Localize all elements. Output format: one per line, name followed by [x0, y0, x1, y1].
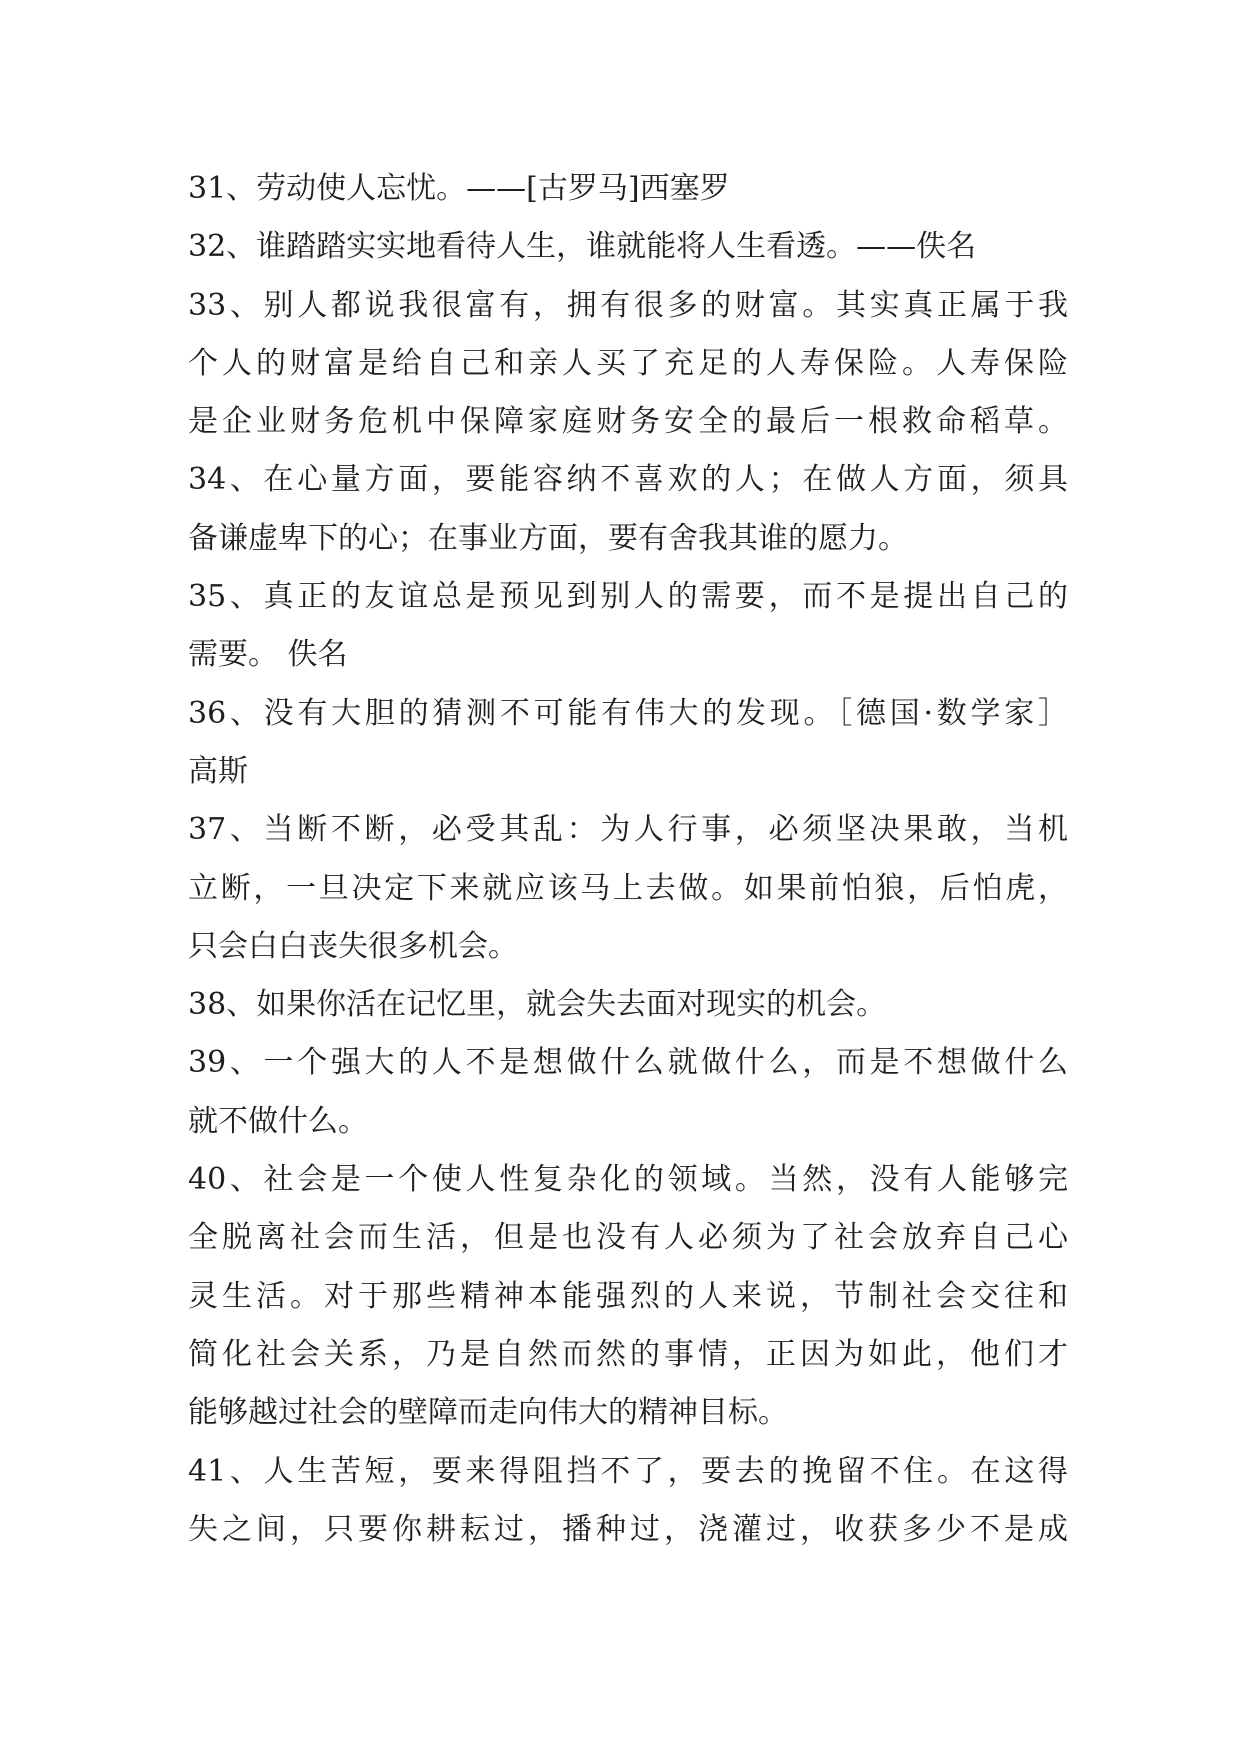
- text-line: 简化社会关系，乃是自然而然的事情，正因为如此，他们才: [188, 1336, 1068, 1372]
- text-line: 40、社会是一个使人性复杂化的领域。当然，没有人能够完: [188, 1162, 1068, 1198]
- text-line: 全脱离社会而生活，但是也没有人必须为了社会放弃自己心: [188, 1220, 1068, 1256]
- text-line: 35、真正的友谊总是预见到别人的需要，而不是提出自己的: [188, 579, 1068, 615]
- document-body: [188, 160, 1068, 1559]
- text-line: 备谦虚卑下的心；在事业方面，要有舍我其谁的愿力。: [188, 520, 908, 556]
- text-line: 38、如果你活在记忆里，就会失去面对现实的机会。: [188, 987, 887, 1023]
- text-line: 就不做什么。: [188, 1103, 368, 1139]
- text-line: 33、别人都说我很富有，拥有很多的财富。其实真正属于我: [188, 287, 1068, 323]
- text-line: 39、一个强大的人不是想做什么就做什么，而是不想做什么: [188, 1045, 1068, 1081]
- text-line: 需要。 佚名: [188, 637, 348, 673]
- text-line: 能够越过社会的壁障而走向伟大的精神目标。: [188, 1395, 788, 1431]
- text-line: 31、劳动使人忘忧。——[古罗马]西塞罗: [188, 171, 730, 206]
- text-line: 34、在心量方面，要能容纳不喜欢的人；在做人方面，须具: [188, 462, 1068, 498]
- text-line: 41、人生苦短，要来得阻挡不了，要去的挽留不住。在这得: [188, 1453, 1068, 1489]
- text-line: 32、谁踏踏实实地看待人生，谁就能将人生看透。——佚名: [188, 229, 977, 265]
- text-line: 失之间，只要你耕耘过，播种过，浇灌过，收获多少不是成: [188, 1511, 1068, 1547]
- text-line: 只会白白丧失很多机会。: [188, 928, 518, 964]
- text-line: 灵生活。对于那些精神本能强烈的人来说，节制社会交往和: [188, 1278, 1068, 1314]
- text-line: 高斯: [188, 753, 248, 789]
- text-line: 是企业财务危机中保障家庭财务安全的最后一根救命稻草。: [188, 404, 1068, 440]
- text-line: 个人的财富是给自己和亲人买了充足的人寿保险。人寿保险: [188, 345, 1068, 381]
- text-line: 37、当断不断，必受其乱：为人行事，必须坚决果敢，当机: [188, 812, 1068, 848]
- text-line: 36、没有大胆的猜测不可能有伟大的发现。［德国·数学家］: [188, 695, 1068, 731]
- text-line: 立断，一旦决定下来就应该马上去做。如果前怕狼，后怕虎，: [188, 870, 1068, 906]
